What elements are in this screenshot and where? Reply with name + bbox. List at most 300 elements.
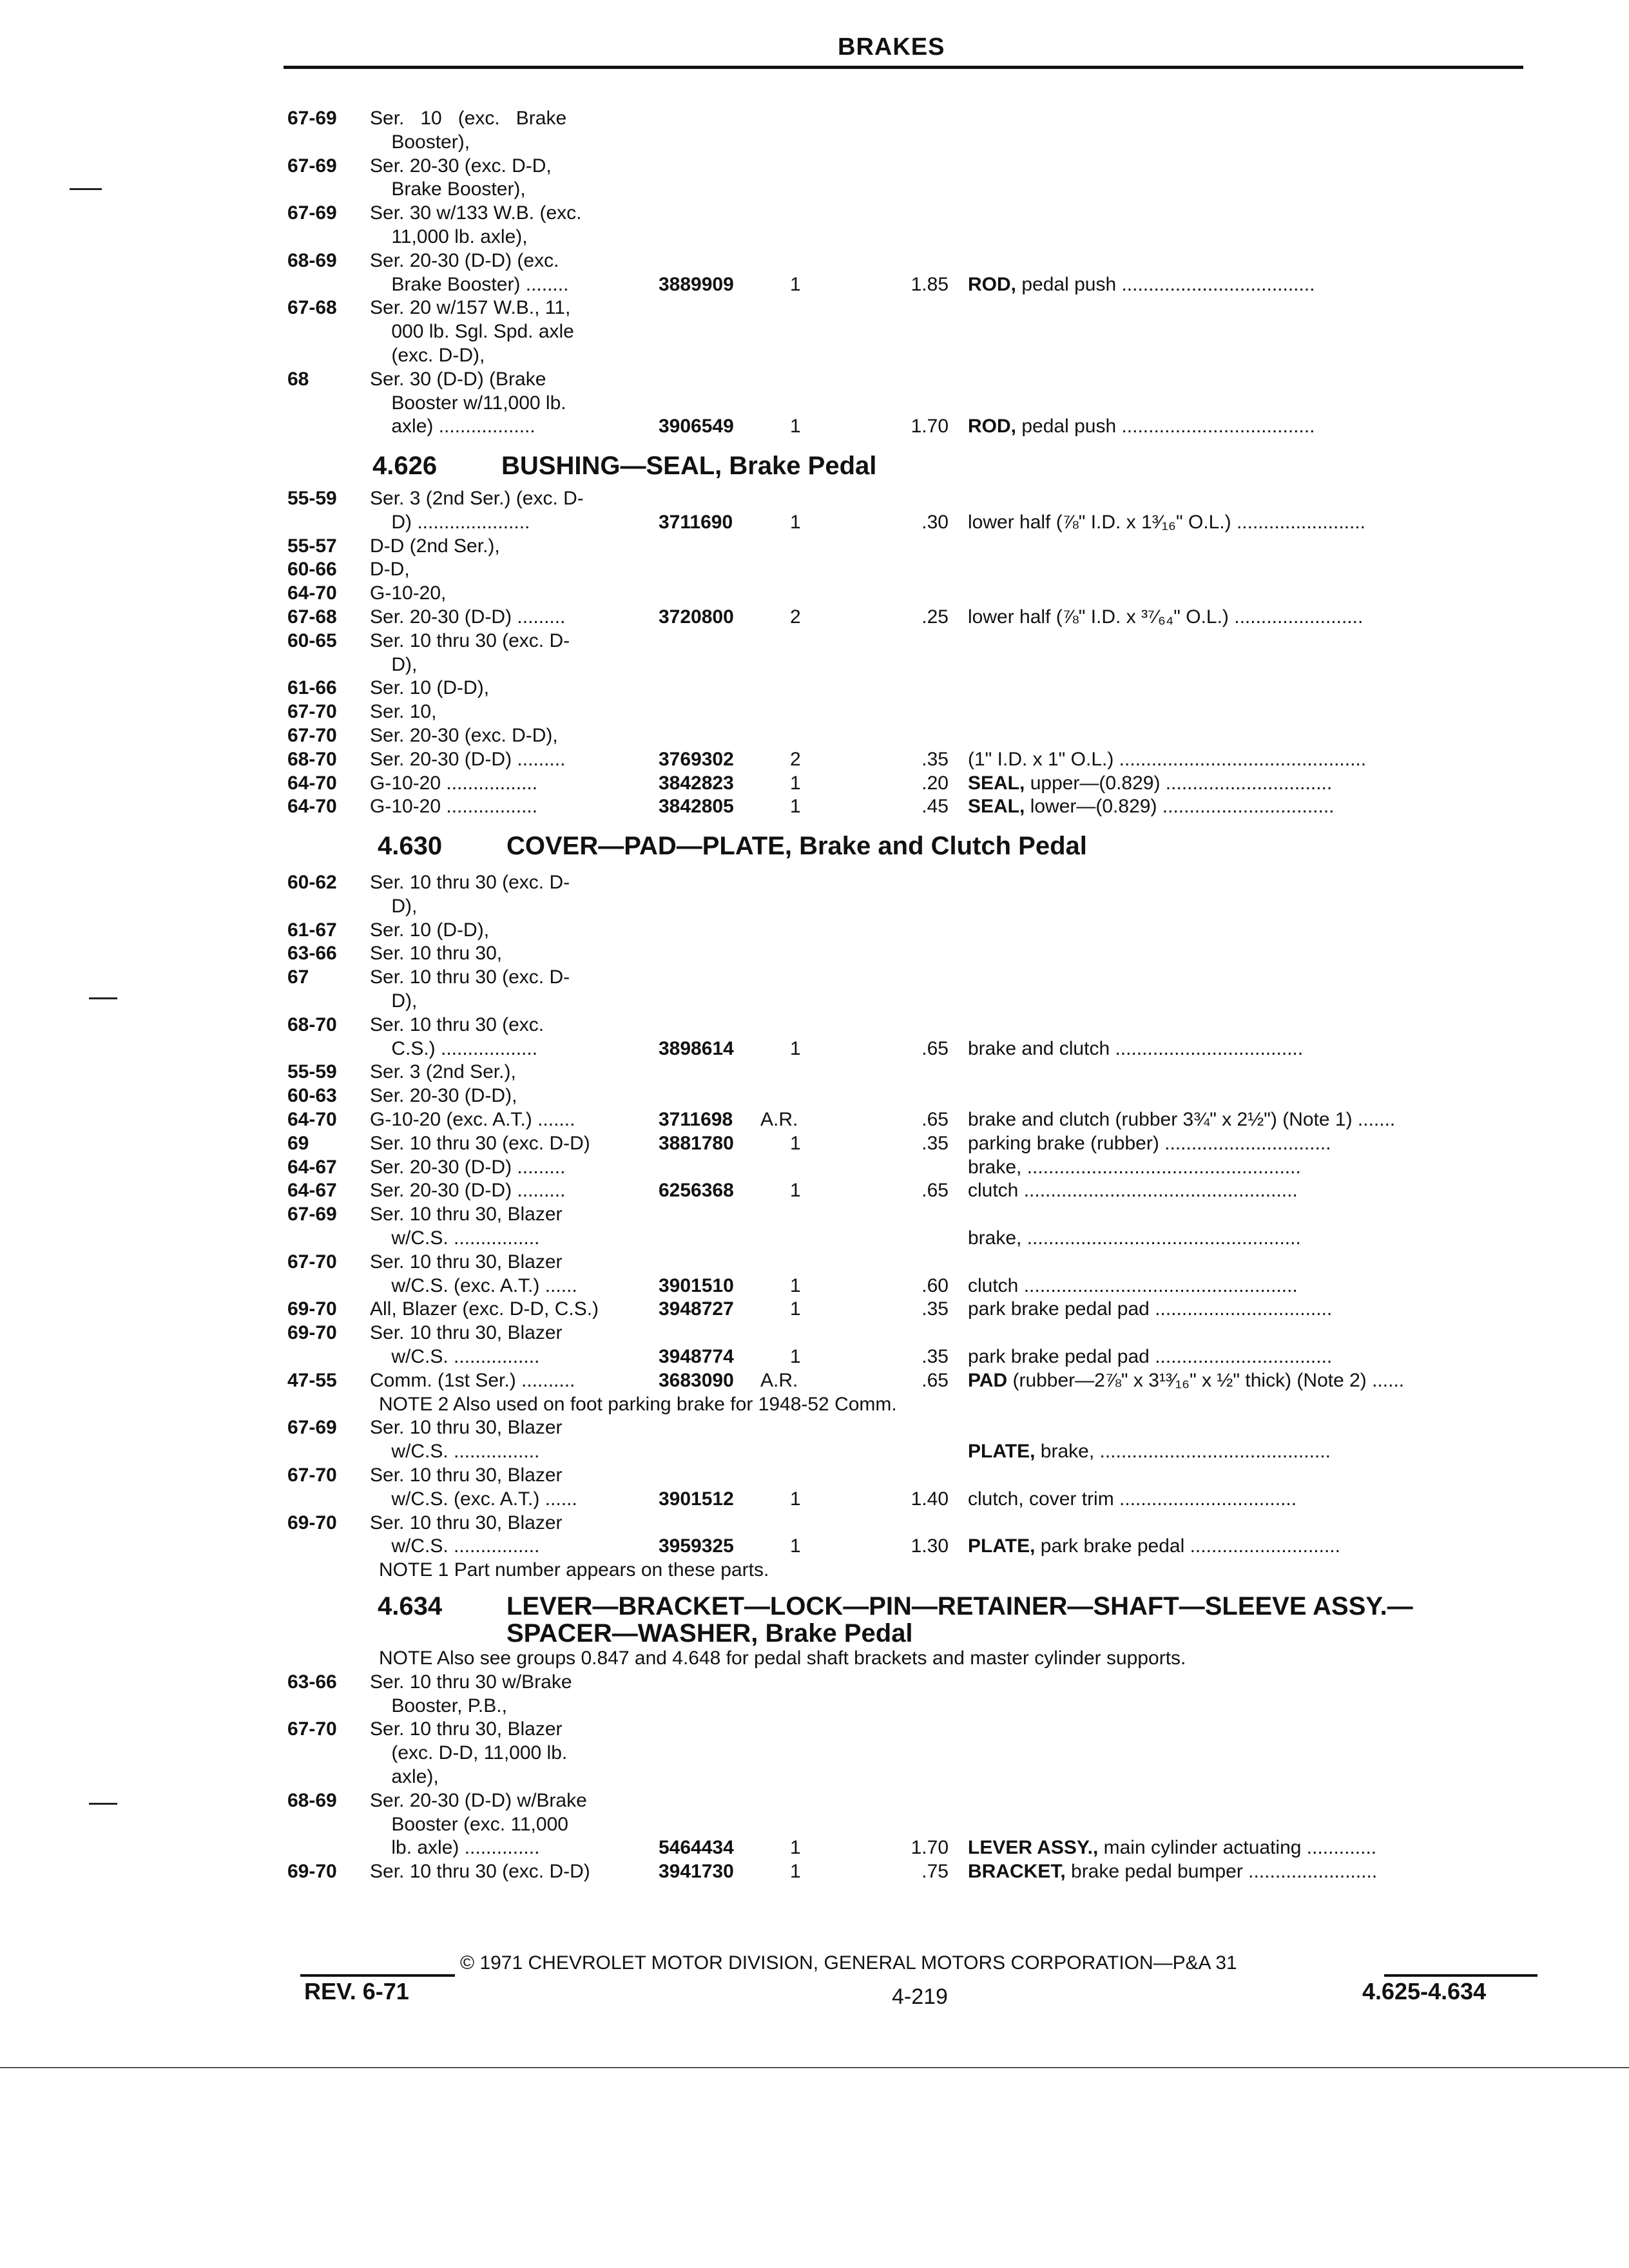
model-application: G-10-20, bbox=[370, 582, 447, 604]
part-detail: clutch, cover trim ................................. bbox=[968, 1488, 1297, 1510]
model-year: 55-57 bbox=[287, 535, 337, 557]
model-year: 67-69 bbox=[287, 1417, 337, 1439]
model-application: Ser. 10 thru 30, bbox=[370, 943, 503, 965]
model-year: 55-59 bbox=[287, 1061, 337, 1083]
table-row bbox=[0, 155, 1629, 178]
part-number: 3889909 bbox=[659, 273, 734, 295]
model-application: 11,000 lb. axle), bbox=[370, 226, 528, 247]
table-row bbox=[0, 677, 1629, 700]
model-application: axle) .................. bbox=[370, 416, 535, 437]
model-year: 67-69 bbox=[287, 108, 337, 129]
model-application: Booster w/11,000 lb. bbox=[370, 392, 566, 414]
part-description bbox=[968, 415, 1535, 438]
table-row bbox=[0, 1369, 1629, 1392]
price: .35 bbox=[921, 748, 949, 770]
model-application: (exc. D-D, 11,000 lb. bbox=[370, 1742, 568, 1764]
part-name: SEAL, bbox=[968, 772, 1025, 794]
table-row bbox=[0, 990, 1629, 1013]
table-row bbox=[0, 772, 1629, 795]
part-detail: lower half (⅞" I.D. x ³⁷⁄₆₄" O.L.) ........................ bbox=[968, 606, 1364, 628]
part-detail: brake and clutch ................................... bbox=[968, 1037, 1304, 1059]
model-year: 63-66 bbox=[287, 1671, 337, 1693]
table-row bbox=[0, 1037, 1629, 1061]
table-row bbox=[0, 966, 1629, 989]
part-number: 6256368 bbox=[659, 1180, 734, 1202]
table-row bbox=[0, 895, 1629, 918]
part-number: 3842823 bbox=[659, 772, 734, 794]
model-year: 67-70 bbox=[287, 1718, 337, 1740]
model-application: w/C.S. ................ bbox=[370, 1346, 540, 1367]
header-rule bbox=[284, 66, 1523, 69]
price: .65 bbox=[921, 1369, 949, 1391]
group-range: 4.625-4.634 bbox=[1362, 1978, 1487, 2004]
part-number: 3948774 bbox=[659, 1346, 734, 1367]
model-year: 69 bbox=[287, 1132, 309, 1154]
table-row bbox=[0, 1393, 1629, 1416]
section-title-continued: SPACER—WASHER, Brake Pedal bbox=[506, 1619, 913, 1648]
table-row bbox=[0, 1321, 1629, 1345]
model-year: 68 bbox=[287, 368, 309, 390]
part-number: 3948727 bbox=[659, 1298, 734, 1320]
part-detail: parking brake (rubber) ............................... bbox=[968, 1132, 1331, 1154]
part-description bbox=[968, 1440, 1535, 1463]
table-row bbox=[0, 1860, 1629, 1883]
table-row bbox=[0, 1179, 1629, 1202]
model-year: 67-70 bbox=[287, 701, 337, 723]
part-description bbox=[968, 273, 1535, 296]
part-description bbox=[968, 1037, 1535, 1061]
table-row bbox=[0, 1765, 1629, 1789]
model-application: Ser. 20-30 (D-D) ......... bbox=[370, 1180, 566, 1202]
price: .60 bbox=[921, 1274, 949, 1296]
part-description bbox=[968, 1488, 1535, 1511]
quantity: 2 bbox=[790, 748, 801, 770]
quantity: 1 bbox=[790, 1837, 801, 1859]
part-description bbox=[968, 1227, 1535, 1250]
table-row bbox=[0, 368, 1629, 391]
quantity: 1 bbox=[790, 772, 801, 794]
quantity: 1 bbox=[790, 1488, 801, 1510]
table-row bbox=[0, 748, 1629, 771]
model-year: 64-70 bbox=[287, 582, 337, 604]
model-application: Ser. 3 (2nd Ser.), bbox=[370, 1061, 516, 1083]
part-number: 3881780 bbox=[659, 1132, 734, 1154]
price: .25 bbox=[921, 606, 949, 628]
table-row bbox=[0, 1061, 1629, 1084]
table-row bbox=[0, 942, 1629, 965]
table-row bbox=[0, 1695, 1629, 1718]
part-description bbox=[968, 1156, 1535, 1179]
model-application: Ser. 10 (D-D), bbox=[370, 677, 490, 699]
quantity: A.R. bbox=[760, 1109, 798, 1130]
model-year: 69-70 bbox=[287, 1861, 337, 1883]
model-application: Ser. 10 thru 30, Blazer bbox=[370, 1251, 563, 1273]
model-year: 68-70 bbox=[287, 748, 337, 770]
model-year: 69-70 bbox=[287, 1322, 337, 1344]
part-detail: brake, ................................................... bbox=[968, 1156, 1301, 1178]
section-number: 4.634 bbox=[378, 1592, 443, 1620]
model-application: Ser. 10 thru 30 (exc. D-D) bbox=[370, 1861, 590, 1883]
model-application: All, Blazer (exc. D-D, C.S.) bbox=[370, 1298, 599, 1320]
part-description bbox=[968, 1535, 1535, 1558]
model-year: 64-70 bbox=[287, 772, 337, 794]
table-row bbox=[0, 1464, 1629, 1487]
table-row bbox=[0, 1718, 1629, 1741]
table-row bbox=[0, 582, 1629, 605]
model-application: Ser. 3 (2nd Ser.) (exc. D- bbox=[370, 488, 584, 509]
quantity: 1 bbox=[790, 796, 801, 818]
price: .35 bbox=[921, 1132, 949, 1154]
part-detail: park brake pedal pad ................................. bbox=[968, 1346, 1333, 1367]
margin-mark bbox=[89, 1803, 117, 1805]
part-description bbox=[968, 748, 1535, 771]
model-application: Ser. 10 thru 30 (exc. D-D) bbox=[370, 1132, 590, 1154]
section-title: COVER—PAD—PLATE, Brake and Clutch Pedal bbox=[506, 832, 1087, 860]
model-application: Booster, P.B., bbox=[370, 1695, 507, 1716]
model-application: Ser. 10 thru 30, Blazer bbox=[370, 1465, 563, 1486]
table-row bbox=[0, 1742, 1629, 1765]
part-description bbox=[968, 1132, 1535, 1155]
model-application: 000 lb. Sgl. Spd. axle bbox=[370, 321, 574, 343]
table-row bbox=[0, 1647, 1629, 1670]
model-year: 60-62 bbox=[287, 872, 337, 893]
model-application: Booster), bbox=[370, 131, 470, 153]
table-row bbox=[0, 1084, 1629, 1108]
table-row bbox=[0, 1789, 1629, 1812]
part-detail: park brake pedal ............................ bbox=[1035, 1535, 1340, 1557]
model-application: D) ..................... bbox=[370, 511, 530, 533]
table-row bbox=[0, 415, 1629, 438]
part-name: PAD bbox=[968, 1369, 1008, 1391]
table-row bbox=[0, 202, 1629, 225]
table-row bbox=[0, 1108, 1629, 1131]
part-number: 5464434 bbox=[659, 1837, 734, 1859]
model-application: Brake Booster) ........ bbox=[370, 273, 569, 295]
table-row bbox=[0, 249, 1629, 273]
model-year: 68-69 bbox=[287, 249, 337, 271]
model-application: (exc. D-D), bbox=[370, 345, 485, 366]
price: .35 bbox=[921, 1346, 949, 1367]
part-name: BRACKET, bbox=[968, 1861, 1066, 1883]
part-detail: main cylinder actuating ............. bbox=[1098, 1837, 1377, 1859]
section-title: LEVER—BRACKET—LOCK—PIN—RETAINER—SHAFT—SLEEVE ASSY.— bbox=[506, 1592, 1413, 1620]
model-application: Ser. 10, bbox=[370, 701, 437, 723]
model-application: w/C.S. (exc. A.T.) ...... bbox=[370, 1488, 577, 1510]
table-row bbox=[0, 724, 1629, 747]
table-row bbox=[0, 296, 1629, 320]
table-row bbox=[0, 871, 1629, 894]
note-text: NOTE Also see groups 0.847 and 4.648 for pedal shaft brackets and master cylinder supports. bbox=[379, 1648, 1186, 1669]
model-application: Ser. 20-30 (D-D), bbox=[370, 1085, 517, 1107]
price: .65 bbox=[921, 1037, 949, 1059]
part-number: 3901512 bbox=[659, 1488, 734, 1510]
table-row bbox=[0, 606, 1629, 629]
model-application: Ser. 30 (D-D) (Brake bbox=[370, 368, 546, 390]
section-number: 4.630 bbox=[378, 832, 443, 860]
table-row bbox=[0, 558, 1629, 581]
price: 1.70 bbox=[911, 1837, 949, 1859]
part-name: ROD, bbox=[968, 273, 1016, 295]
model-year: 67-68 bbox=[287, 297, 337, 319]
quantity: 1 bbox=[790, 1535, 801, 1557]
part-description bbox=[968, 1369, 1535, 1392]
price: .65 bbox=[921, 1109, 949, 1130]
table-row bbox=[0, 1227, 1629, 1250]
quantity: A.R. bbox=[760, 1369, 798, 1391]
part-description bbox=[968, 1860, 1535, 1883]
table-row bbox=[0, 1440, 1629, 1463]
model-application: axle), bbox=[370, 1766, 439, 1787]
quantity: 1 bbox=[790, 1037, 801, 1059]
table-row bbox=[0, 1416, 1629, 1439]
model-year: 69-70 bbox=[287, 1512, 337, 1533]
model-year: 63-66 bbox=[287, 943, 337, 965]
quantity: 1 bbox=[790, 1861, 801, 1883]
model-application: Ser. 20-30 (exc. D-D, bbox=[370, 155, 552, 177]
quantity: 1 bbox=[790, 1274, 801, 1296]
table-row bbox=[0, 1512, 1629, 1535]
price: .75 bbox=[921, 1861, 949, 1883]
part-description bbox=[968, 511, 1535, 534]
price: 1.85 bbox=[911, 273, 949, 295]
model-application: Ser. 30 w/133 W.B. (exc. bbox=[370, 202, 582, 224]
part-detail: brake, ................................................... bbox=[968, 1227, 1301, 1249]
part-detail: (1" I.D. x 1" O.L.) .............................................. bbox=[968, 748, 1367, 770]
part-number: 3898614 bbox=[659, 1037, 734, 1059]
model-application: D), bbox=[370, 990, 418, 1012]
part-name: PLATE, bbox=[968, 1441, 1036, 1463]
part-description bbox=[968, 1298, 1535, 1321]
model-application: G-10-20 (exc. A.T.) ....... bbox=[370, 1109, 575, 1130]
page-bottom-rule bbox=[0, 2067, 1629, 2068]
price: 1.30 bbox=[911, 1535, 949, 1557]
part-number: 3720800 bbox=[659, 606, 734, 628]
model-application: Ser. 10 thru 30, Blazer bbox=[370, 1512, 563, 1533]
part-detail: pedal push .................................... bbox=[1016, 273, 1315, 295]
model-application: Ser. 10 (exc. Brake bbox=[370, 108, 567, 129]
price: .45 bbox=[921, 796, 949, 818]
model-application: G-10-20 ................. bbox=[370, 772, 538, 794]
price: .65 bbox=[921, 1180, 949, 1202]
quantity: 1 bbox=[790, 273, 801, 295]
model-application: Ser. 20-30 (D-D) ......... bbox=[370, 748, 566, 770]
table-row bbox=[0, 226, 1629, 249]
model-year: 67-68 bbox=[287, 606, 337, 628]
part-number: 3941730 bbox=[659, 1861, 734, 1883]
model-application: D-D, bbox=[370, 559, 410, 581]
margin-mark bbox=[70, 188, 102, 190]
part-description bbox=[968, 772, 1535, 795]
model-application: Ser. 10 thru 30, Blazer bbox=[370, 1417, 563, 1439]
table-row bbox=[0, 1671, 1629, 1694]
model-application: Ser. 10 thru 30 (exc. D- bbox=[370, 872, 570, 893]
model-application: C.S.) .................. bbox=[370, 1037, 538, 1059]
model-application: Ser. 20-30 (D-D) ......... bbox=[370, 606, 566, 628]
quantity: 2 bbox=[790, 606, 801, 628]
revision-label: REV. 6-71 bbox=[304, 1978, 409, 2004]
model-application: Comm. (1st Ser.) .......... bbox=[370, 1369, 575, 1391]
table-row bbox=[0, 1251, 1629, 1274]
model-year: 68-70 bbox=[287, 1014, 337, 1035]
footer-rule-right bbox=[1384, 1974, 1537, 1977]
model-application: w/C.S. ................ bbox=[370, 1441, 540, 1463]
margin-mark bbox=[89, 997, 117, 999]
model-application: G-10-20 ................. bbox=[370, 796, 538, 818]
quantity: 1 bbox=[790, 511, 801, 533]
note-text: NOTE 1 Part number appears on these parts. bbox=[379, 1559, 769, 1581]
model-application: Ser. 20-30 (D-D) ......... bbox=[370, 1156, 566, 1178]
table-row bbox=[0, 653, 1629, 677]
table-row bbox=[0, 320, 1629, 343]
table-row bbox=[0, 511, 1629, 534]
price: .30 bbox=[921, 511, 949, 533]
part-description bbox=[968, 795, 1535, 818]
model-application: Ser. 10 thru 30 w/Brake bbox=[370, 1671, 572, 1693]
model-year: 60-65 bbox=[287, 629, 337, 651]
model-application: D), bbox=[370, 895, 418, 917]
table-row bbox=[0, 1813, 1629, 1836]
model-application: lb. axle) .............. bbox=[370, 1837, 540, 1859]
part-number: 3901510 bbox=[659, 1274, 734, 1296]
part-description bbox=[968, 1274, 1535, 1298]
part-number: 3711690 bbox=[659, 511, 733, 533]
part-number: 3683090 bbox=[659, 1369, 734, 1391]
model-year: 60-66 bbox=[287, 559, 337, 581]
model-year: 69-70 bbox=[287, 1298, 337, 1320]
table-row bbox=[0, 919, 1629, 942]
part-description bbox=[968, 1345, 1535, 1369]
table-row bbox=[0, 535, 1629, 558]
page-title: BRAKES bbox=[838, 34, 945, 61]
part-detail: brake and clutch (rubber 3¾" x 2½") (Note 1) ....... bbox=[968, 1109, 1396, 1130]
model-year: 67 bbox=[287, 966, 309, 988]
model-year: 67-70 bbox=[287, 1251, 337, 1273]
table-row bbox=[0, 1488, 1629, 1511]
model-year: 64-70 bbox=[287, 796, 337, 818]
model-application: Ser. 20-30 (D-D) w/Brake bbox=[370, 1789, 587, 1811]
part-name: SEAL, bbox=[968, 796, 1025, 818]
part-name: LEVER ASSY., bbox=[968, 1837, 1099, 1859]
price: .20 bbox=[921, 772, 949, 794]
model-application: Ser. 10 thru 30, Blazer bbox=[370, 1718, 563, 1740]
table-row bbox=[0, 1014, 1629, 1037]
part-number: 3906549 bbox=[659, 416, 734, 437]
section-number: 4.626 bbox=[372, 452, 438, 480]
model-year: 64-67 bbox=[287, 1156, 337, 1178]
part-number: 3769302 bbox=[659, 748, 734, 770]
model-application: Ser. 20 w/157 W.B., 11, bbox=[370, 297, 571, 319]
part-description bbox=[968, 606, 1535, 629]
page-number: 4-219 bbox=[892, 1984, 948, 2009]
part-detail: lower half (⅞" I.D. x 1³⁄₁₆" O.L.) ........................ bbox=[968, 511, 1366, 533]
table-row bbox=[0, 107, 1629, 130]
part-detail: brake, ........................................... bbox=[1035, 1441, 1331, 1463]
part-detail: brake pedal bumper ........................ bbox=[1065, 1861, 1378, 1883]
quantity: 1 bbox=[790, 416, 801, 437]
part-number: 3842805 bbox=[659, 796, 734, 818]
part-detail: upper—(0.829) ............................... bbox=[1025, 772, 1333, 794]
table-row bbox=[0, 700, 1629, 724]
model-application: D-D (2nd Ser.), bbox=[370, 535, 500, 557]
table-row bbox=[0, 795, 1629, 818]
model-application: w/C.S. ................ bbox=[370, 1227, 540, 1249]
model-year: 61-66 bbox=[287, 677, 337, 699]
table-row bbox=[0, 273, 1629, 296]
quantity: 1 bbox=[790, 1132, 801, 1154]
table-row bbox=[0, 131, 1629, 154]
table-row bbox=[0, 1132, 1629, 1155]
part-detail: pedal push .................................... bbox=[1016, 416, 1315, 437]
footer-rule-left bbox=[300, 1974, 455, 1977]
part-description bbox=[968, 1108, 1535, 1131]
table-row bbox=[0, 1345, 1629, 1369]
model-application: Ser. 10 thru 30 (exc. bbox=[370, 1014, 545, 1035]
part-detail: clutch ................................................... bbox=[968, 1180, 1298, 1202]
copyright-line: © 1971 CHEVROLET MOTOR DIVISION, GENERAL MOTORS CORPORATION—P&A 31 bbox=[460, 1952, 1237, 1974]
model-year: 67-70 bbox=[287, 725, 337, 746]
part-name: ROD, bbox=[968, 416, 1016, 437]
model-year: 64-70 bbox=[287, 1109, 337, 1130]
part-number: 3959325 bbox=[659, 1535, 734, 1557]
table-row bbox=[0, 344, 1629, 367]
model-year: 68-69 bbox=[287, 1789, 337, 1811]
part-description bbox=[968, 1836, 1535, 1860]
part-detail: lower—(0.829) ................................ bbox=[1025, 796, 1335, 818]
model-application: Ser. 20-30 (D-D) (exc. bbox=[370, 249, 559, 271]
part-detail: clutch ................................................... bbox=[968, 1274, 1298, 1296]
part-name: PLATE, bbox=[968, 1535, 1036, 1557]
price: 1.40 bbox=[911, 1488, 949, 1510]
model-application: Brake Booster), bbox=[370, 178, 526, 200]
model-application: Ser. 10 (D-D), bbox=[370, 919, 490, 941]
table-row bbox=[0, 178, 1629, 201]
table-row bbox=[0, 1535, 1629, 1558]
part-number: 3711698 bbox=[659, 1109, 733, 1130]
model-application: w/C.S. ................ bbox=[370, 1535, 540, 1557]
model-year: 64-67 bbox=[287, 1180, 337, 1202]
model-application: D), bbox=[370, 653, 418, 675]
table-row bbox=[0, 1836, 1629, 1860]
model-year: 67-69 bbox=[287, 155, 337, 177]
table-row bbox=[0, 487, 1629, 510]
table-row bbox=[0, 1298, 1629, 1321]
model-application: Ser. 10 thru 30, Blazer bbox=[370, 1322, 563, 1344]
price: .35 bbox=[921, 1298, 949, 1320]
price: 1.70 bbox=[911, 416, 949, 437]
model-year: 60-63 bbox=[287, 1085, 337, 1107]
model-application: Ser. 20-30 (exc. D-D), bbox=[370, 725, 558, 746]
quantity: 1 bbox=[790, 1180, 801, 1202]
table-row bbox=[0, 1559, 1629, 1582]
model-application: Booster (exc. 11,000 bbox=[370, 1813, 568, 1835]
section-title: BUSHING—SEAL, Brake Pedal bbox=[501, 452, 877, 480]
model-application: w/C.S. (exc. A.T.) ...... bbox=[370, 1274, 577, 1296]
part-detail: park brake pedal pad ................................. bbox=[968, 1298, 1333, 1320]
table-row bbox=[0, 1203, 1629, 1226]
table-row bbox=[0, 629, 1629, 653]
model-application: Ser. 10 thru 30 (exc. D- bbox=[370, 966, 570, 988]
quantity: 1 bbox=[790, 1298, 801, 1320]
part-description bbox=[968, 1179, 1535, 1202]
model-year: 67-70 bbox=[287, 1465, 337, 1486]
model-application: Ser. 10 thru 30, Blazer bbox=[370, 1204, 563, 1225]
table-row bbox=[0, 1156, 1629, 1179]
model-year: 55-59 bbox=[287, 488, 337, 509]
model-year: 47-55 bbox=[287, 1369, 337, 1391]
model-year: 67-69 bbox=[287, 202, 337, 224]
table-row bbox=[0, 1274, 1629, 1298]
note-text: NOTE 2 Also used on foot parking brake for 1948-52 Comm. bbox=[379, 1393, 897, 1415]
